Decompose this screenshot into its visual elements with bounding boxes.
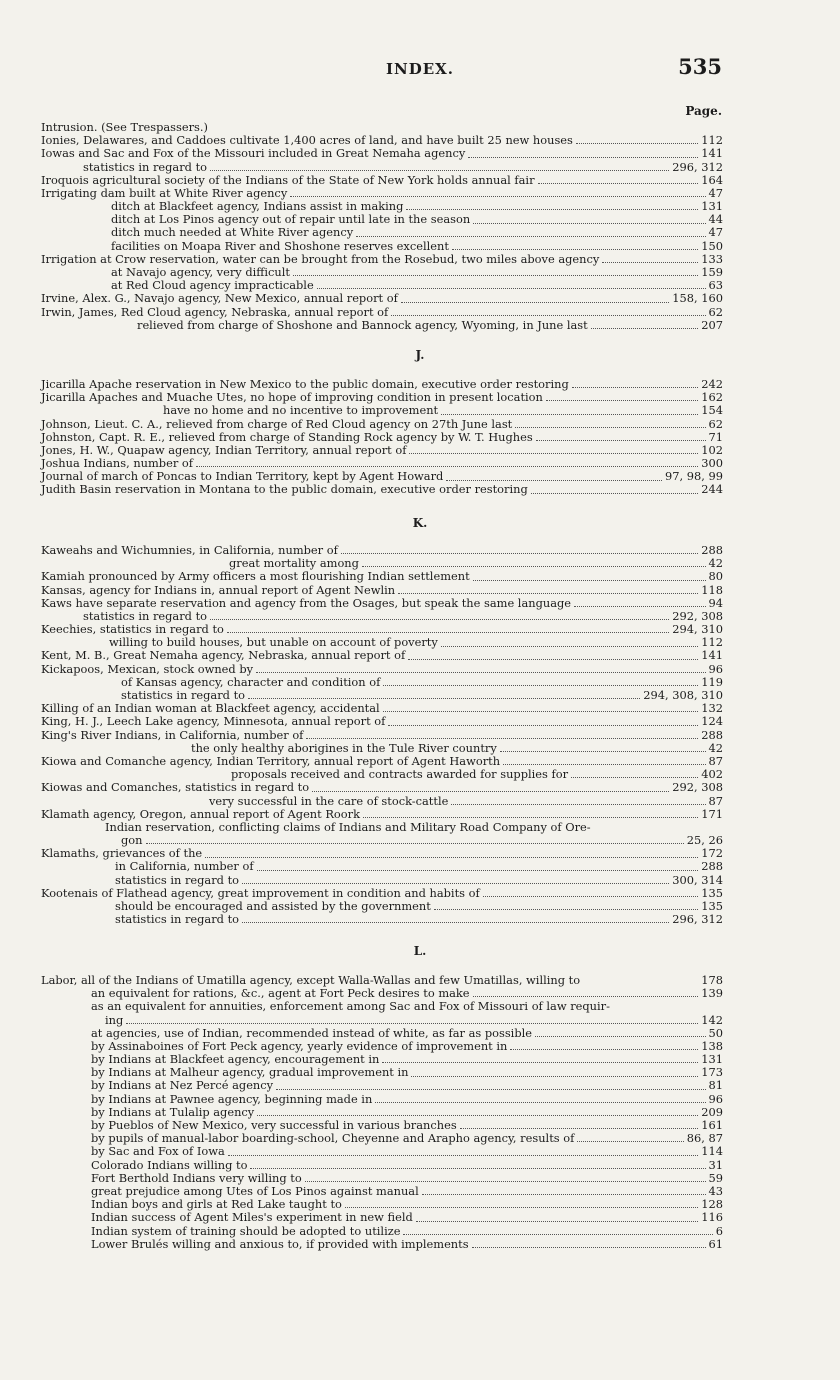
entry-text: Kootenais of Flathead agency, great improvement in condition and habits of (41, 885, 480, 900)
index-entry (41, 418, 723, 431)
leader-dots (305, 1181, 706, 1182)
page-number: 535 (678, 54, 722, 79)
entry-text: Kent, M. B., Great Nemaha agency, Nebraska, annual report of (41, 648, 406, 663)
entry-page-ref: 135 (701, 899, 723, 914)
entry-text: Jicarilla Apaches and Muache Utes, no hope of improving condition in present location (41, 390, 543, 405)
index-entry (41, 484, 723, 497)
entry-text: Klamaths, grievances of the (41, 846, 203, 861)
index-entry (41, 240, 723, 253)
entry-text: Iroquois agricultural society of the Indians of the State of New York holds annual fair (41, 172, 535, 187)
index-entry (41, 1159, 723, 1172)
leader-dots (375, 1102, 705, 1103)
index-entry (41, 795, 723, 808)
entry-text: Intrusion. (See Trespassers.) (41, 119, 208, 134)
entry-page-ref: 172 (701, 846, 723, 861)
leader-dots (256, 672, 705, 673)
entry-page-ref: 43 (708, 1183, 723, 1198)
entry-text: Colorado Indians willing to (91, 1157, 248, 1172)
index-entry (41, 1238, 723, 1251)
leader-dots (403, 1234, 712, 1235)
entry-text: facilities on Moapa River and Shoshone reserves excellent (111, 238, 449, 253)
entry-text: at Red Cloud agency impracticable (111, 278, 314, 293)
leader-dots (473, 223, 705, 224)
leader-dots (228, 1155, 698, 1156)
entry-page-ref: 292, 308 (672, 608, 723, 623)
entry-text: by Pueblos of New Mexico, very successful in various branches (91, 1118, 457, 1133)
section-letter: K. (412, 516, 428, 530)
entry-text: have no home and no incentive to improvement (163, 403, 439, 418)
index-section (41, 378, 723, 497)
index-entry (41, 663, 723, 676)
entry-page-ref: 141 (701, 648, 723, 663)
entry-page-ref: 159 (701, 265, 723, 280)
entry-text: statistics in regard to (121, 688, 246, 703)
entry-page-ref: 114 (701, 1144, 723, 1159)
entry-text: Irvine, Alex. G., Navajo agency, New Mexico, annual report of (41, 291, 398, 306)
leader-dots (572, 387, 698, 388)
leader-dots (196, 466, 698, 467)
leader-dots (538, 183, 699, 184)
entry-text: by Indians at Nez Percé agency (91, 1078, 274, 1093)
entry-text: Jones, H. W., Quapaw agency, Indian Territory, annual report of (41, 442, 407, 457)
entry-text: by pupils of manual-labor boarding-school, Cheyenne and Arapho agency, results of (91, 1131, 575, 1146)
entry-text: Klamath agency, Oregon, annual report of Agent Roork (41, 806, 360, 821)
entry-text: Labor, all of the Indians of Umatilla agency, except Walla-Wallas and few Umatillas, willing to (41, 972, 581, 987)
entry-page-ref: 81 (708, 1078, 723, 1093)
entry-text: Keechies, statistics in regard to (41, 622, 224, 637)
leader-dots (546, 400, 698, 401)
leader-dots (473, 580, 706, 581)
index-section (41, 974, 723, 1251)
leader-dots (345, 1207, 698, 1208)
leader-dots (602, 262, 698, 263)
leader-dots (510, 1049, 698, 1050)
entry-page-ref: 112 (701, 133, 723, 148)
entry-page-ref: 42 (708, 740, 723, 755)
entry-text: ditch much needed at White River agency (111, 225, 354, 240)
entry-text: statistics in regard to (83, 608, 208, 623)
leader-dots (383, 711, 699, 712)
index-entry (41, 306, 723, 319)
entry-text: very successful in the care of stock-cattle (209, 793, 449, 808)
index-entry (41, 597, 723, 610)
index-entry (41, 1080, 723, 1093)
entry-text: by Indians at Malheur agency, gradual improvement in (91, 1065, 409, 1080)
entry-text: King's River Indians, in California, number of (41, 727, 304, 742)
index-entry (41, 874, 723, 887)
entry-page-ref: 62 (708, 416, 723, 431)
entry-text: Kiowa and Comanche agency, Indian Territory, annual report of Agent Haworth (41, 753, 501, 768)
leader-dots (250, 1168, 705, 1169)
entry-page-ref: 31 (708, 1157, 723, 1172)
leader-dots (574, 606, 705, 607)
leader-dots (306, 738, 698, 739)
entry-page-ref: 42 (708, 556, 723, 571)
entry-text: by Indians at Pawnee agency, beginning made in (91, 1091, 373, 1106)
entry-text: Kiowas and Comanches, statistics in regard to (41, 780, 310, 795)
entry-text: ing (105, 1012, 124, 1027)
leader-dots (500, 751, 706, 752)
entry-page-ref: 300 (701, 456, 723, 471)
index-entry (41, 161, 723, 174)
entry-page-ref: 207 (701, 317, 723, 332)
page-column-label: Page. (685, 104, 722, 118)
entry-text: Irrigation at Crow reservation, water can be brought from the Rosebud, two miles above agency (41, 251, 600, 266)
entry-text: Fort Berthold Indians very willing to (91, 1170, 302, 1185)
index-entry (41, 715, 723, 728)
leader-dots (317, 288, 706, 289)
index-entry (41, 729, 723, 742)
entry-page-ref: 150 (701, 238, 723, 253)
entry-page-ref: 87 (708, 753, 723, 768)
entry-page-ref: 94 (708, 595, 723, 610)
entry-text: by Indians at Blackfeet agency, encouragement in (91, 1052, 380, 1067)
leader-dots (473, 996, 699, 997)
leader-dots (441, 646, 698, 647)
index-entry (41, 781, 723, 794)
entry-page-ref: 62 (708, 304, 723, 319)
index-entry (41, 1027, 723, 1040)
entry-text: ditch at Los Pinos agency out of repair until late in the season (111, 212, 471, 227)
leader-dots (460, 1128, 699, 1129)
entry-page-ref: 402 (701, 767, 723, 782)
entry-text: at agencies, use of Indian, recommended instead of white, as far as possible (91, 1025, 532, 1040)
entry-text: the only healthy aborigines in the Tule River country (191, 740, 497, 755)
entry-text: statistics in regard to (115, 912, 240, 927)
leader-dots (577, 1141, 683, 1142)
index-entry (41, 174, 723, 187)
entry-text: Journal of march of Poncas to Indian Territory, kept by Agent Howard (41, 469, 444, 484)
entry-text: Lower Brulés willing and anxious to, if provided with implements (91, 1236, 469, 1251)
entry-page-ref: 138 (701, 1038, 723, 1053)
leader-dots (411, 1076, 698, 1077)
entry-page-ref: 131 (701, 1052, 723, 1067)
entry-page-ref: 171 (701, 806, 723, 821)
leader-dots (383, 685, 698, 686)
index-entry (41, 808, 723, 821)
entry-text: Kickapoos, Mexican, stock owned by (41, 661, 254, 676)
leader-dots (398, 593, 698, 594)
entry-page-ref: 296, 312 (672, 159, 723, 174)
entry-page-ref: 63 (708, 278, 723, 293)
leader-dots (257, 870, 699, 871)
leader-dots (356, 236, 705, 237)
leader-dots (468, 157, 698, 158)
index-entry (41, 913, 723, 926)
leader-dots (503, 764, 705, 765)
entry-page-ref: 209 (701, 1104, 723, 1119)
entry-text: Johnson, Lieut. C. A., relieved from charge of Red Cloud agency on 27th June last (41, 416, 513, 431)
entry-page-ref: 242 (701, 376, 723, 391)
index-entry (41, 1211, 723, 1224)
section-letter: L. (413, 944, 427, 958)
entry-page-ref: 61 (708, 1236, 723, 1251)
entry-page-ref: 288 (701, 727, 723, 742)
leader-dots (257, 1115, 698, 1116)
entry-text: Iowas and Sac and Fox of the Missouri included in Great Nemaha agency (41, 146, 466, 161)
entry-page-ref: 71 (708, 429, 723, 444)
leader-dots (146, 843, 684, 844)
entry-text: Kaweahs and Wichumnies, in California, number of (41, 542, 338, 557)
entry-page-ref: 162 (701, 390, 723, 405)
leader-dots (388, 725, 698, 726)
leader-dots (515, 427, 705, 428)
leader-dots (210, 619, 669, 620)
entry-text: great prejudice among Utes of Los Pinos against manual (91, 1183, 419, 1198)
entry-page-ref: 178 (701, 972, 723, 987)
index-entry (41, 292, 723, 305)
entry-text: relieved from charge of Shoshone and Bannock agency, Wyoming, in June last (137, 317, 588, 332)
entry-page-ref: 47 (708, 225, 723, 240)
leader-dots (451, 804, 705, 805)
entry-page-ref: 288 (701, 542, 723, 557)
entry-text: gon (121, 833, 143, 848)
entry-text: King, H. J., Leech Lake agency, Minnesota, annual report of (41, 714, 386, 729)
entry-page-ref: 133 (701, 251, 723, 266)
index-entry (41, 147, 723, 160)
entry-page-ref: 116 (701, 1210, 723, 1225)
entry-page-ref: 112 (701, 635, 723, 650)
entry-text: proposals received and contracts awarded for supplies for (231, 767, 569, 782)
entry-page-ref: 288 (701, 859, 723, 874)
entry-text: great mortality among (229, 556, 359, 571)
entry-page-ref: 6 (715, 1223, 723, 1238)
entry-text: an equivalent for rations, &c., agent at Fort Peck desires to make (91, 986, 470, 1001)
entry-page-ref: 131 (701, 199, 723, 214)
entry-page-ref: 86, 87 (686, 1131, 723, 1146)
entry-text: as an equivalent for annuities, enforcement among Sac and Fox of Missouri of law requir- (91, 999, 610, 1014)
leader-dots (363, 817, 698, 818)
entry-page-ref: 244 (701, 482, 723, 497)
entry-page-ref: 128 (701, 1197, 723, 1212)
entry-page-ref: 294, 308, 310 (643, 688, 723, 703)
entry-page-ref: 118 (701, 582, 723, 597)
leader-dots (401, 302, 669, 303)
entry-text: Killing of an Indian woman at Blackfeet agency, accidental (41, 701, 380, 716)
leader-dots (446, 480, 662, 481)
entry-page-ref: 158, 160 (672, 291, 723, 306)
entry-page-ref: 292, 308 (672, 780, 723, 795)
entry-text: willing to build houses, but unable on account of poverty (109, 635, 438, 650)
entry-text: by Assinaboines of Fort Peck agency, yearly evidence of improvement in (91, 1038, 508, 1053)
leader-dots (535, 1036, 706, 1037)
leader-dots (391, 315, 705, 316)
leader-dots (312, 791, 669, 792)
entry-page-ref: 173 (701, 1065, 723, 1080)
index-entry (41, 821, 723, 834)
index-entry (41, 1225, 723, 1238)
entry-page-ref: 96 (708, 661, 723, 676)
leader-dots (441, 414, 698, 415)
entry-page-ref: 124 (701, 714, 723, 729)
entry-text: should be encouraged and assisted by the government (115, 899, 431, 914)
leader-dots (483, 896, 699, 897)
entry-text: Kaws have separate reservation and agency from the Osages, but speak the same language (41, 595, 572, 610)
entry-text: Ionies, Delawares, and Caddoes cultivate 1,400 acres of land, and have built 25 new houses (41, 133, 573, 148)
entry-page-ref: 294, 310 (672, 622, 723, 637)
index-section (41, 544, 723, 926)
leader-dots (576, 143, 698, 144)
section-letter: J. (415, 348, 425, 362)
entry-text: Johnston, Capt. R. E., relieved from charge of Standing Rock agency by W. T. Hughes (41, 429, 533, 444)
entry-page-ref: 161 (701, 1118, 723, 1133)
entry-text: ditch at Blackfeet agency, Indians assist in making (111, 199, 404, 214)
entry-text: by Indians at Tulalip agency (91, 1104, 255, 1119)
leader-dots (210, 170, 669, 171)
entry-text: Indian success of Agent Miles's experiment in new field (91, 1210, 413, 1225)
entry-page-ref: 80 (708, 569, 723, 584)
entry-text: Kansas, agency for Indians in, annual report of Agent Newlin (41, 582, 396, 597)
entry-page-ref: 135 (701, 885, 723, 900)
entry-text: Indian reservation, conflicting claims of Indians and Military Road Company of Ore- (105, 819, 591, 834)
leader-dots (341, 553, 698, 554)
entry-text: Kamiah pronounced by Army officers a most flourishing Indian settlement (41, 569, 470, 584)
page-title: INDEX. (385, 60, 455, 78)
entry-page-ref: 300, 314 (672, 872, 723, 887)
leader-dots (434, 909, 698, 910)
leader-dots (406, 209, 698, 210)
leader-dots (591, 328, 699, 329)
index-entry (41, 544, 723, 557)
entry-page-ref: 296, 312 (672, 912, 723, 927)
leader-dots (416, 1221, 698, 1222)
index-entry (41, 1000, 723, 1013)
entry-page-ref: 97, 98, 99 (665, 469, 723, 484)
entry-page-ref: 139 (701, 986, 723, 1001)
entry-page-ref: 87 (708, 793, 723, 808)
index-entry (41, 1145, 723, 1158)
index-entry (41, 1093, 723, 1106)
entry-page-ref: 96 (708, 1091, 723, 1106)
entry-text: of Kansas agency, character and condition of (121, 674, 381, 689)
entry-text: Jicarilla Apache reservation in New Mexico to the public domain, executive order restoring (41, 376, 569, 391)
leader-dots (422, 1194, 706, 1195)
index-entry (41, 227, 723, 240)
index-entry (41, 650, 723, 663)
entry-text: statistics in regard to (115, 872, 240, 887)
entry-page-ref: 102 (701, 442, 723, 457)
leader-dots (571, 777, 698, 778)
entry-text: in California, number of (115, 859, 254, 874)
entry-text: Joshua Indians, number of (41, 456, 193, 471)
entry-text: Judith Basin reservation in Montana to the public domain, executive order restoring (41, 482, 528, 497)
entry-text: at Navajo agency, very difficult (111, 265, 290, 280)
leader-dots (531, 493, 699, 494)
entry-text: Indian boys and girls at Red Lake taught to (91, 1197, 342, 1212)
leader-dots (227, 632, 669, 633)
entry-page-ref: 119 (701, 674, 723, 689)
entry-page-ref: 132 (701, 701, 723, 716)
index-entry (41, 431, 723, 444)
leader-dots (408, 659, 698, 660)
leader-dots (293, 275, 698, 276)
index-entry (41, 1014, 723, 1027)
entry-page-ref: 141 (701, 146, 723, 161)
leader-dots (248, 698, 640, 699)
entry-page-ref: 154 (701, 403, 723, 418)
leader-dots (205, 857, 698, 858)
entry-page-ref: 25, 26 (686, 833, 723, 848)
index-entry (41, 404, 723, 417)
entry-text: Indian system of training should be adopted to utilize (91, 1223, 401, 1238)
entry-page-ref: 50 (708, 1025, 723, 1040)
index-entry (41, 319, 723, 332)
index-entry (41, 861, 723, 874)
entry-page-ref: 59 (708, 1170, 723, 1185)
leader-dots (536, 440, 706, 441)
entry-text: Irrigating dam built at White River agency (41, 185, 288, 200)
leader-dots (409, 453, 698, 454)
index-entry (41, 570, 723, 583)
entry-page-ref: 47 (708, 185, 723, 200)
leader-dots (362, 566, 706, 567)
entry-page-ref: 44 (708, 212, 723, 227)
leader-dots (276, 1089, 705, 1090)
index-section (41, 121, 723, 332)
leader-dots (242, 883, 669, 884)
leader-dots (242, 922, 669, 923)
leader-dots (452, 249, 698, 250)
leader-dots (472, 1247, 706, 1248)
leader-dots (382, 1062, 698, 1063)
entry-page-ref: 164 (701, 172, 723, 187)
entry-text: Irwin, James, Red Cloud agency, Nebraska, annual report of (41, 304, 389, 319)
entry-text: by Sac and Fox of Iowa (91, 1144, 225, 1159)
entry-page-ref: 142 (701, 1012, 723, 1027)
leader-dots (126, 1023, 698, 1024)
leader-dots (290, 196, 705, 197)
entry-text: statistics in regard to (83, 159, 208, 174)
index-entry (41, 584, 723, 597)
